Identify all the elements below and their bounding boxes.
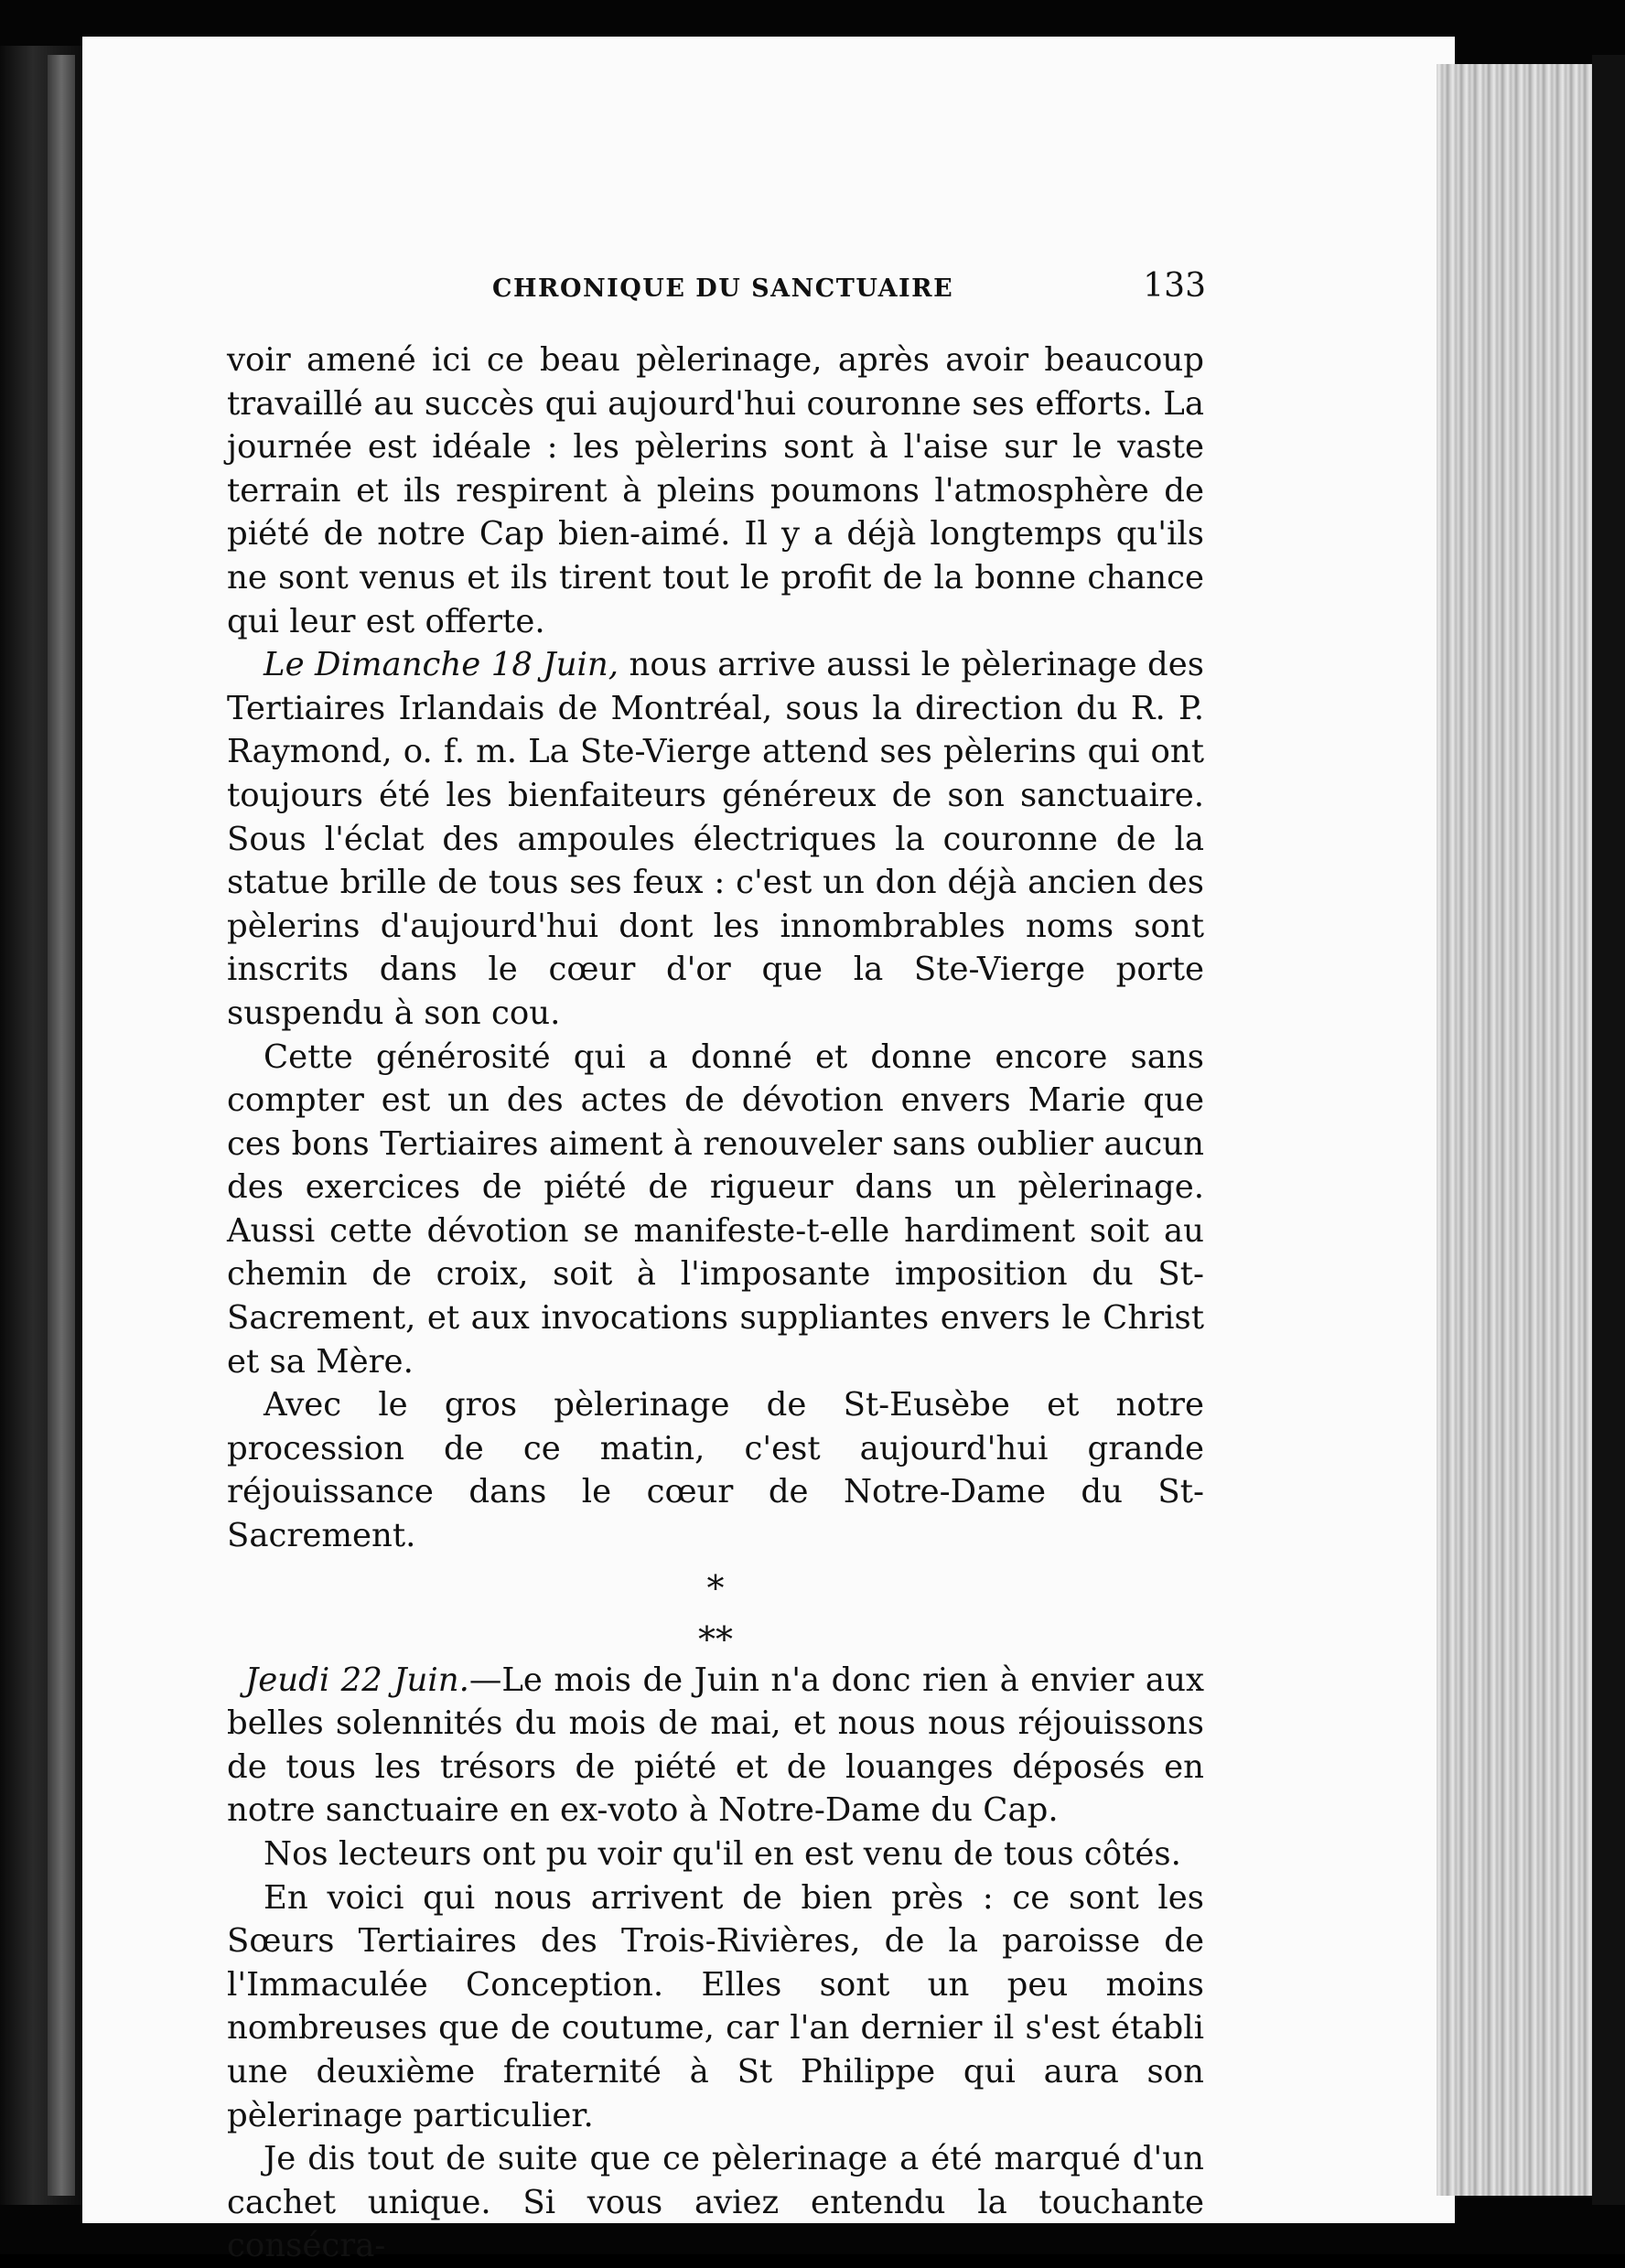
running-header	[492, 267, 1206, 313]
paragraph-1-text: voir amené ici ce beau pèlerinage, après avoir beaucoup travaillé au succès qui aujourd'hui couronne ses efforts. La journée est idéale : les pèlerins sont à l'aise sur le vaste terrain et ils respirent à pleins poumons l'atmosphère de piété de notre Cap bien-aimé. Il y a déjà longtemps qu'ils ne sont venus et ils tirent tout le profit de la bonne chance qui leur est offerte.	[227, 341, 1204, 640]
paragraph-2-text: nous arrive aussi le pèlerinage des Tertiaires Irlandais de Montréal, sous la direction du R. P. Raymond, o. f. m. La Ste-Vierge attend ses pèlerins qui ont toujours été les bienfaiteurs généreux de son sanctuaire. Sous l'éclat des ampoules électriques la couronne de la statue brille de tous ses feux : c'est un don déjà ancien des pèlerins d'aujourd'hui dont les innombrables noms sont inscrits dans le cœur d'or que la Ste-Vierge porte suspendu à son cou.	[227, 646, 1204, 1032]
paragraph-4	[227, 1383, 1204, 1557]
paragraph-2-lead: Le Dimanche 18 Juin,	[264, 646, 619, 684]
paragraph-5	[227, 1659, 1204, 1833]
paragraph-7	[227, 1876, 1204, 2138]
paragraph-7-text: En voici qui nous arrivent de bien près : ce sont les Sœurs Tertiaires des Trois-Rivières, de la paroisse de l'Immaculée Conception. Elles sont un peu moins nombreuses que de coutume, car l'an dernier il s'est établi une deuxième fraternité à St Philippe qui aura son pèlerinage particulier.	[227, 1878, 1204, 2134]
paragraph-1	[227, 339, 1204, 643]
paragraph-5-lead: Jeudi 22 Juin.	[245, 1661, 469, 1699]
paragraph-6	[227, 1833, 1204, 1876]
page-edges	[1437, 64, 1592, 2196]
paragraph-5-text: —Le mois de Juin n'a donc rien à envier aux belles solennités du mois de mai, et nous nous réjouissons de tous les trésors de piété et de louanges déposés en notre sanctuaire en ex-voto à Notre-Dame du Cap.	[227, 1661, 1204, 1830]
paragraph-3	[227, 1036, 1204, 1384]
paragraph-4-text: Avec le gros pèlerinage de St-Eusèbe et notre procession de ce matin, c'est aujourd'hui grande réjouissance dans le cœur de Notre-Dame du St-Sacrement.	[227, 1386, 1204, 1555]
book-spine-edge	[48, 55, 75, 2196]
paragraph-6-text: Nos lecteurs ont pu voir qu'il en est venu de tous côtés.	[264, 1835, 1181, 1873]
paragraph-8	[227, 2137, 1204, 2268]
paragraph-8-text: Je dis tout de suite que ce pèlerinage a été marqué d'un cachet unique. Si vous aviez entendu la touchante consécra-	[227, 2140, 1204, 2265]
separator-bottom: **	[698, 1618, 733, 1660]
body-text	[227, 339, 1204, 2268]
running-title: CHRONIQUE DU SANCTUAIRE	[492, 274, 954, 303]
paragraph-2	[227, 643, 1204, 1035]
section-separator	[227, 1558, 1204, 1659]
page-number: 133	[1143, 267, 1206, 305]
paragraph-3-text: Cette générosité qui a donné et donne encore sans compter est un des actes de dévotion envers Marie que ces bons Tertiaires aiment à renouveler sans oublier aucun des exercices de piété de rigueur dans un pèlerinage. Aussi cette dévotion se manifeste-t-elle hardiment soit au chemin de croix, soit à l'imposante imposition du St-Sacrement, et aux invocations suppliantes envers le Christ et sa Mère.	[227, 1037, 1204, 1381]
separator-top: *	[706, 1567, 725, 1608]
book-cover-edge	[1592, 55, 1625, 2205]
